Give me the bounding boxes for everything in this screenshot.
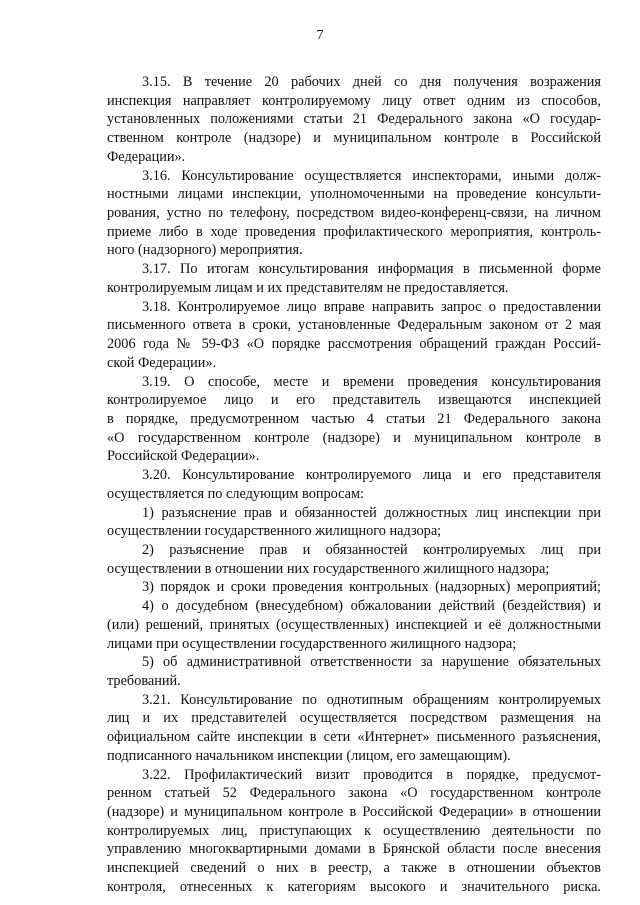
text-line: инспекция направляет контролируемому лицу ответ одним из способов, [107, 92, 601, 109]
text-line: Федерации». [107, 148, 186, 165]
text-line: в порядке, предусмотренном частью 4 статьи 21 Федерального закона [107, 410, 601, 427]
text-line: инспекцией сведений о них в реестр, а также в отношении объектов [107, 860, 601, 877]
text-line: 3.18. Контролируемое лицо вправе направить запрос о предоставлении [142, 298, 601, 315]
text-line: контролируемое лицо и его представитель извещаются инспекцией [107, 392, 601, 409]
text-line: 1) разъяснение прав и обязанностей должностных лиц инспекции при [142, 504, 601, 521]
text-line: контролируемых лиц, приступающих к осуществлению деятельности по [107, 822, 601, 839]
text-line: 3.16. Консультирование осуществляется инспекторами, иными долж- [142, 167, 601, 184]
text-line: (или) решений, принятых (осуществленных) инспекцией и её должностными [107, 616, 601, 633]
text-line: 3.19. О способе, месте и времени проведения консультирования [142, 373, 601, 390]
text-line: «О государственном контроле (надзоре) и муниципальном контроле в [107, 429, 601, 446]
text-line: 3.20. Консультирование контролируемого лица и его представителя [142, 467, 601, 484]
text-line: контролируемым лицам и их представителям не предоставляется. [107, 279, 509, 296]
text-line: осуществлении государственного жилищного надзора; [107, 523, 442, 540]
text-line: 3.22. Профилактический визит проводится в порядке, предусмот- [142, 766, 601, 783]
text-line: официальном сайте инспекции в сети «Интернет» письменного разъяснения, [107, 729, 601, 746]
text-line: управлению многоквартирными домами в Брянской области после внесения [107, 841, 601, 858]
text-line: 2006 года № 59-ФЗ «О порядке рассмотрения обращений граждан Россий- [107, 336, 601, 353]
text-line: лицами при осуществлении государственного жилищного надзора; [107, 635, 517, 652]
text-line: (надзоре) и муниципальном контроле в Российской Федерации» в отношении [107, 804, 601, 821]
document-body [107, 73, 601, 897]
text-line: подписанного начальником инспекции (лицом, его замещающим). [107, 747, 511, 764]
text-line: 2) разъяснение прав и обязанностей контролируемых лиц при [142, 541, 601, 558]
text-line: осуществлении в отношении них государственного жилищного надзора; [107, 560, 550, 577]
text-line: приеме либо в ходе проведения профилактического мероприятия, контроль- [107, 223, 601, 240]
text-line: ской Федерации». [107, 354, 217, 371]
text-line: ренном статьей 52 Федерального закона «О государственном контроле [107, 785, 601, 802]
text-line: ностными лицами инспекции, уполномоченными на проведение консульти- [107, 186, 601, 203]
text-line: установленных положениями статьи 21 Федерального закона «О государ- [107, 111, 601, 128]
text-line: лиц и их представителей осуществляется посредством размещения на [107, 710, 601, 727]
text-line: 3.15. В течение 20 рабочих дней со дня получения возражения [142, 74, 601, 90]
text-line: 3.17. По итогам консультирования информация в письменной форме [142, 261, 601, 278]
text-line: контроля, отнесенных к категориям высокого и значительного риска. [107, 878, 601, 895]
text-line: 5) об административной ответственности за нарушение обязательных [142, 654, 601, 671]
text-line: письменного ответа в сроки, установленные Федеральным законом от 2 мая [107, 317, 601, 334]
text-line: Российской Федерации». [107, 448, 260, 465]
text-line: 3) порядок и сроки проведения контрольных (надзорных) мероприятий; [142, 579, 601, 596]
text-line: 4) о досудебном (внесудебном) обжаловании действий (бездействия) и [142, 598, 601, 615]
text-line: 3.21. Консультирование по однотипным обращениям контролируемых [142, 691, 601, 708]
text-line: ного (надзорного) мероприятия. [107, 242, 303, 259]
text-line: ственном контроле (надзоре) и муниципальном контроле в Российской [107, 130, 601, 147]
text-line: требований. [107, 673, 181, 689]
text-line: рования, устно по телефону, посредством видео-конференц-связи, на личном [107, 205, 601, 222]
text-line: осуществляется по следующим вопросам: [107, 485, 365, 502]
page-number: 7 [316, 28, 324, 43]
